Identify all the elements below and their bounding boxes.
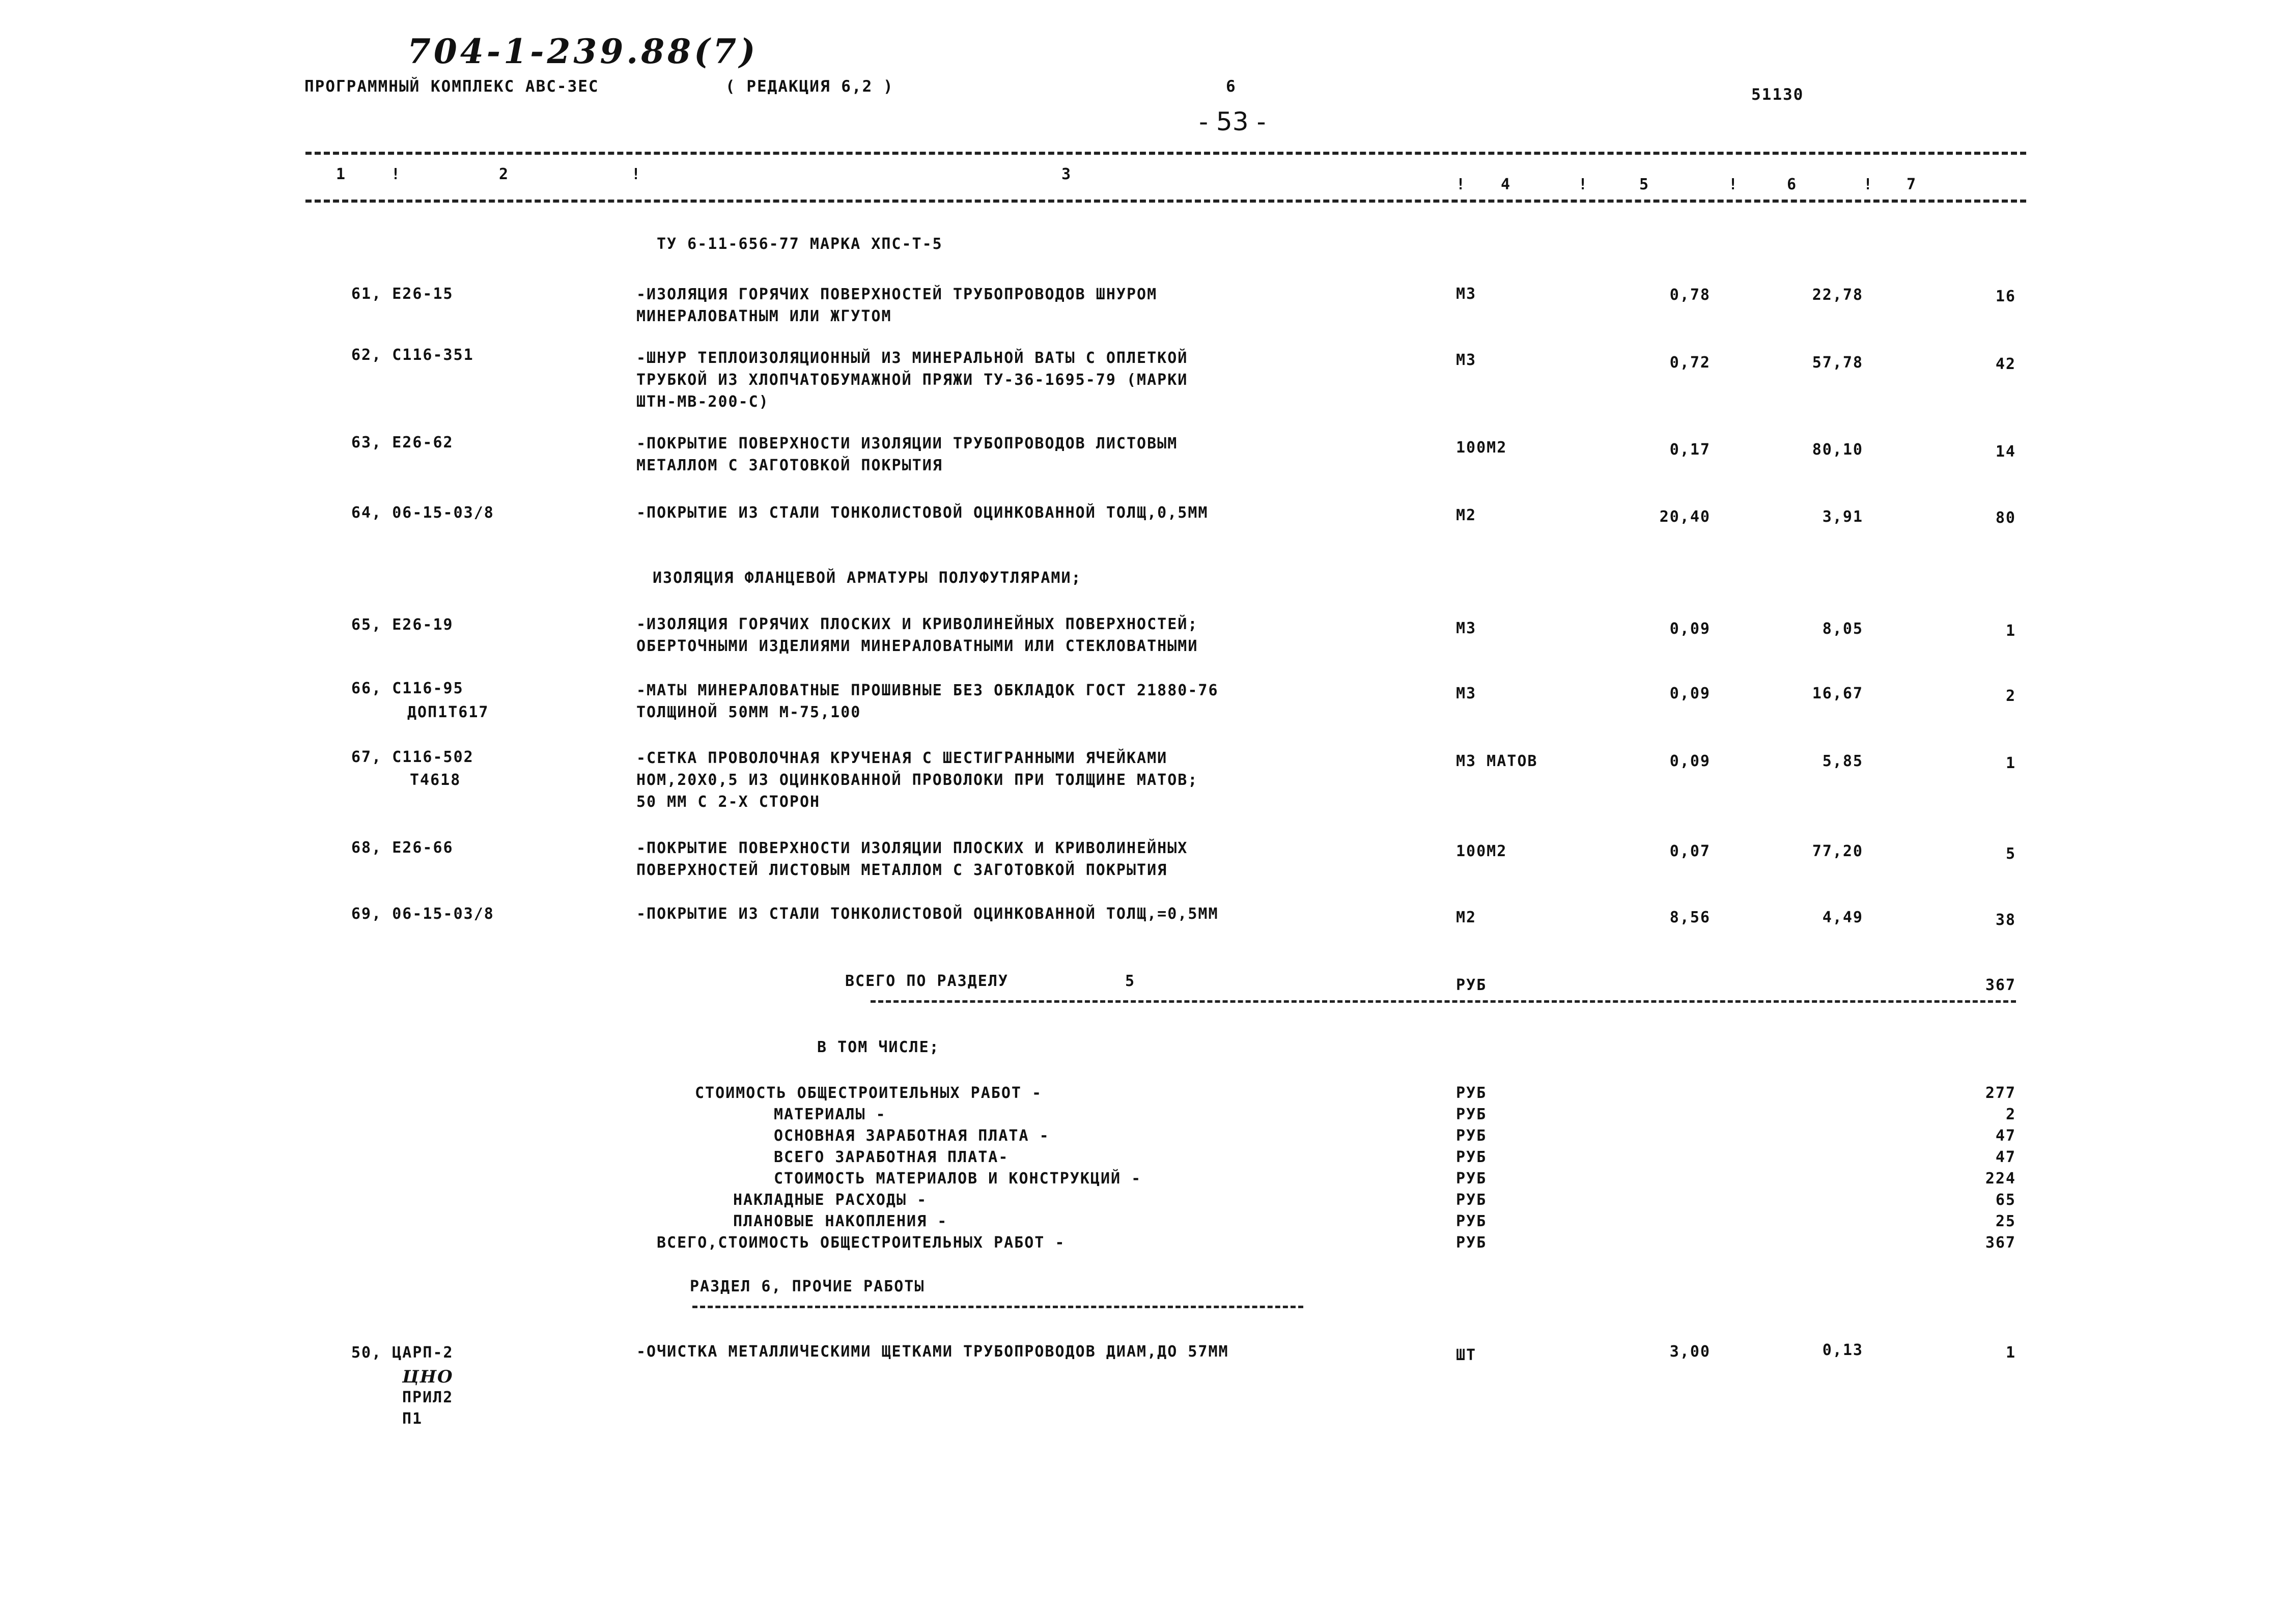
row-69-number: 69, 06-15-03/8	[351, 905, 494, 923]
row-68-price: 77,20	[1812, 842, 1863, 860]
breakdown-value-3: 47	[1995, 1127, 2016, 1145]
breakdown-label-7: ПЛАНОВЫЕ НАКОПЛЕНИЯ -	[733, 1212, 948, 1230]
section-total-unit: РУБ	[1456, 976, 1487, 994]
row-69-qty: 8,56	[1669, 909, 1711, 926]
row-63-total: 14	[1995, 443, 2016, 461]
breakdown-value-2: 2	[2005, 1106, 2016, 1123]
breakdown-label-4: ВСЕГО ЗАРАБОТНАЯ ПЛАТА-	[774, 1148, 1009, 1166]
row-67-price: 5,85	[1822, 752, 1863, 770]
breakdown-label-8: ВСЕГО,СТОИМОСТЬ ОБЩЕСТРОИТЕЛЬНЫХ РАБОТ -	[657, 1234, 1066, 1252]
row-50-note-3: П1	[402, 1410, 423, 1428]
row-61-total: 16	[1995, 288, 2016, 305]
row-66-code: ДОП1Т617	[407, 703, 489, 721]
breakdown-unit-6: РУБ	[1456, 1191, 1487, 1209]
breakdown-label-1: СТОИМОСТЬ ОБЩЕСТРОИТЕЛЬНЫХ РАБОТ -	[695, 1084, 1043, 1102]
breakdown-value-7: 25	[1995, 1212, 2016, 1230]
rule-top	[305, 152, 2026, 155]
row-66-unit: М3	[1456, 685, 1477, 702]
row-64-desc: -ПОКРЫТИЕ ИЗ СТАЛИ ТОНКОЛИСТОВОЙ ОЦИНКОВАННОЙ ТОЛЩ,0,5ММ	[636, 504, 1209, 522]
row-65-desc: -ИЗОЛЯЦИЯ ГОРЯЧИХ ПЛОСКИХ И КРИВОЛИНЕЙНЫХ ПОВЕРХНОСТЕЙ; ОБЕРТОЧНЫМИ ИЗДЕЛИЯМИ МИНЕРАЛОВАТНЫМИ ИЛИ СТЕКЛОВАТНЫМИ	[636, 615, 1198, 655]
rule-header-bottom	[305, 200, 2026, 203]
row-68-number: 68, Е26-66	[351, 839, 454, 857]
col-sep: !	[1456, 176, 1467, 193]
row-61-desc: -ИЗОЛЯЦИЯ ГОРЯЧИХ ПОВЕРХНОСТЕЙ ТРУБОПРОВОДОВ ШНУРОМ МИНЕРАЛОВАТНЫМ ИЛИ ЖГУТОМ	[636, 286, 1158, 325]
row-63-qty: 0,17	[1669, 441, 1711, 459]
section-total-number: 5	[1125, 972, 1136, 990]
section-total-label: ВСЕГО ПО РАЗДЕЛУ	[845, 972, 1009, 990]
row-50-number: 50, ЦАРП-2	[351, 1344, 454, 1362]
row-61-qty: 0,78	[1669, 286, 1711, 304]
row-69-unit: М2	[1456, 909, 1477, 926]
row-67-unit: М3 МАТОВ	[1456, 752, 1538, 770]
row-69-price: 4,49	[1822, 909, 1863, 926]
row-66-number: 66, С116-95	[351, 680, 464, 697]
breakdown-unit-8: РУБ	[1456, 1234, 1487, 1252]
col-3: 3	[1061, 165, 1072, 183]
row-68-qty: 0,07	[1669, 842, 1711, 860]
section-total-value: 367	[1985, 976, 2016, 994]
row-68-desc: -ПОКРЫТИЕ ПОВЕРХНОСТИ ИЗОЛЯЦИИ ПЛОСКИХ И КРИВОЛИНЕЙНЫХ ПОВЕРХНОСТЕЙ ЛИСТОВЫМ МЕТАЛЛОМ С ЗАГОТОВКОЙ ПОКРЫТИЯ	[636, 839, 1188, 879]
subsection-heading: ИЗОЛЯЦИЯ ФЛАНЦЕВОЙ АРМАТУРЫ ПОЛУФУТЛЯРАМИ;	[653, 569, 1082, 587]
row-67-total: 1	[2005, 754, 2016, 772]
row-50-total: 1	[2005, 1344, 2016, 1362]
breakdown-label-3: ОСНОВНАЯ ЗАРАБОТНАЯ ПЛАТА -	[774, 1127, 1050, 1145]
col-sep: !	[1578, 176, 1589, 193]
col-sep: !	[1728, 176, 1739, 193]
program-title: ПРОГРАММНЫЙ КОМПЛЕКС АВС-3ЕС	[304, 77, 599, 96]
handwritten-doc-code: 704-1-239.88(7)	[407, 32, 759, 71]
row-61-unit: М3	[1456, 285, 1477, 303]
row-61-price: 22,78	[1812, 286, 1863, 304]
row-50-note-1: ЦНО	[402, 1367, 454, 1387]
breakdown-unit-3: РУБ	[1456, 1127, 1487, 1145]
page-number: - 53 -	[1199, 107, 1266, 136]
breakdown-value-5: 224	[1985, 1170, 2016, 1188]
row-66-qty: 0,09	[1669, 685, 1711, 702]
col-7: 7	[1907, 176, 1917, 193]
row-62-desc: -ШНУР ТЕПЛОИЗОЛЯЦИОННЫЙ ИЗ МИНЕРАЛЬНОЙ ВАТЫ С ОПЛЕТКОЙ ТРУБКОЙ ИЗ ХЛОПЧАТОБУМАЖНОЙ ПРЯЖИ ТУ-36-1695-79 (МАРКИ ШТН-МВ-200-С)	[636, 349, 1188, 411]
row-63-unit: 100М2	[1456, 439, 1507, 457]
col-2: 2	[499, 165, 510, 183]
row-64-total: 80	[1995, 509, 2016, 527]
row-64-qty: 20,40	[1659, 508, 1711, 526]
col-6: 6	[1787, 176, 1798, 193]
section6-title: РАЗДЕЛ 6, ПРОЧИЕ РАБОТЫ	[690, 1278, 925, 1295]
row-50-qty: 3,00	[1669, 1343, 1711, 1361]
breakdown-value-8: 367	[1985, 1234, 2016, 1252]
breakdown-unit-5: РУБ	[1456, 1170, 1487, 1188]
row-62-total: 42	[1995, 355, 2016, 373]
row-65-price: 8,05	[1822, 620, 1863, 638]
breakdown-label-5: СТОИМОСТЬ МАТЕРИАЛОВ И КОНСТРУКЦИЙ -	[774, 1170, 1142, 1188]
row-65-total: 1	[2005, 622, 2016, 640]
row-69-total: 38	[1995, 911, 2016, 929]
row-50-unit: ШТ	[1456, 1346, 1477, 1364]
row-67-code: Т4618	[410, 771, 461, 789]
sheet-number: 6	[1226, 77, 1237, 96]
row-69-desc: -ПОКРЫТИЕ ИЗ СТАЛИ ТОНКОЛИСТОВОЙ ОЦИНКОВАННОЙ ТОЛЩ,=0,5ММ	[636, 905, 1219, 923]
col-1: 1	[336, 165, 347, 183]
breakdown-value-4: 47	[1995, 1148, 2016, 1166]
col-5: 5	[1639, 176, 1650, 193]
col-sep: !	[391, 165, 402, 183]
row-66-price: 16,67	[1812, 685, 1863, 702]
row-64-unit: М2	[1456, 506, 1477, 524]
breakdown-value-1: 277	[1985, 1084, 2016, 1102]
breakdown-value-6: 65	[1995, 1191, 2016, 1209]
breakdown-unit-1: РУБ	[1456, 1084, 1487, 1102]
row-64-price: 3,91	[1822, 508, 1863, 526]
row-66-total: 2	[2005, 687, 2016, 705]
row-62-qty: 0,72	[1669, 354, 1711, 372]
edition-label: ( РЕДАКЦИЯ 6,2 )	[725, 77, 894, 96]
rule-section-total	[871, 1000, 2016, 1003]
breakdown-unit-4: РУБ	[1456, 1148, 1487, 1166]
row-68-total: 5	[2005, 845, 2016, 863]
breakdown-unit-7: РУБ	[1456, 1212, 1487, 1230]
row-63-number: 63, Е26-62	[351, 434, 454, 452]
row-67-desc: -СЕТКА ПРОВОЛОЧНАЯ КРУЧЕНАЯ С ШЕСТИГРАННЫМИ ЯЧЕЙКАМИ НОМ,20Х0,5 ИЗ ОЦИНКОВАННОЙ ПРОВОЛОКИ ПРИ ТОЛЩИНЕ МАТОВ; 50 ММ С 2-Х СТОРОН	[636, 749, 1198, 811]
row-66-desc: -МАТЫ МИНЕРАЛОВАТНЫЕ ПРОШИВНЫЕ БЕЗ ОБКЛАДОК ГОСТ 21880-76 ТОЛЩИНОЙ 50ММ М-75,100	[636, 682, 1219, 721]
col-sep: !	[631, 165, 642, 183]
breakdown-title: В ТОМ ЧИСЛЕ;	[817, 1038, 940, 1056]
row-50-price: 0,13	[1822, 1341, 1863, 1359]
row-65-qty: 0,09	[1669, 620, 1711, 638]
doc-code: 51130	[1751, 86, 1804, 104]
row-62-unit: М3	[1456, 351, 1477, 369]
row-61-number: 61, Е26-15	[351, 285, 454, 303]
row-63-price: 80,10	[1812, 441, 1863, 459]
breakdown-label-6: НАКЛАДНЫЕ РАСХОДЫ -	[733, 1191, 928, 1209]
row-50-desc: -ОЧИСТКА МЕТАЛЛИЧЕСКИМИ ЩЕТКАМИ ТРУБОПРОВОДОВ ДИАМ,ДО 57ММ	[636, 1343, 1229, 1361]
col-4: 4	[1501, 176, 1511, 193]
rule-section6	[692, 1306, 1303, 1308]
row-64-number: 64, 06-15-03/8	[351, 504, 494, 522]
row-62-number: 62, С116-351	[351, 346, 474, 364]
row-65-number: 65, Е26-19	[351, 616, 454, 634]
row-65-unit: М3	[1456, 619, 1477, 637]
row-68-unit: 100М2	[1456, 842, 1507, 860]
breakdown-unit-2: РУБ	[1456, 1106, 1487, 1123]
breakdown-label-2: МАТЕРИАЛЫ -	[774, 1106, 886, 1123]
row-67-qty: 0,09	[1669, 752, 1711, 770]
section-heading: ТУ 6-11-656-77 МАРКА ХПС-Т-5	[657, 235, 943, 253]
row-63-desc: -ПОКРЫТИЕ ПОВЕРХНОСТИ ИЗОЛЯЦИИ ТРУБОПРОВОДОВ ЛИСТОВЫМ МЕТАЛЛОМ С ЗАГОТОВКОЙ ПОКРЫТИЯ	[636, 435, 1178, 474]
row-62-price: 57,78	[1812, 354, 1863, 372]
row-50-note-2: ПРИЛ2	[402, 1389, 454, 1406]
row-67-number: 67, С116-502	[351, 748, 474, 766]
col-sep: !	[1863, 176, 1874, 193]
